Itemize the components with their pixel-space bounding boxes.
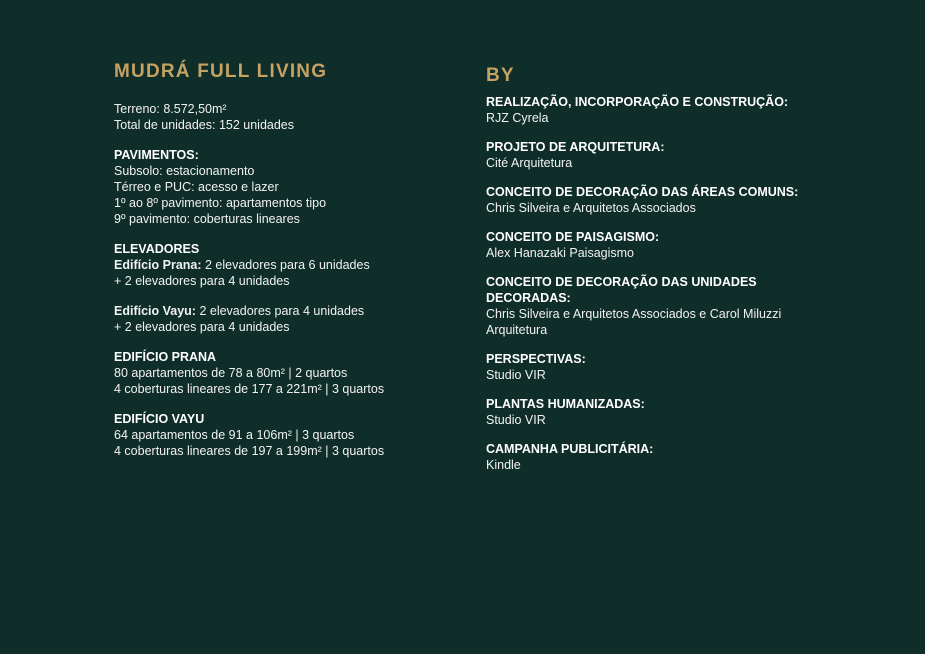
prana-elevators-extra: + 2 elevadores para 4 unidades: [114, 274, 290, 288]
credit-title: CONCEITO DE DECORAÇÃO DAS ÁREAS COMUNS:: [486, 185, 799, 199]
prana-elevators-value: 2 elevadores para 6 unidades: [201, 258, 370, 272]
credit-item: [486, 184, 906, 216]
prana-elevators-label: Edifício Prana:: [114, 258, 202, 272]
prana-line: 4 coberturas lineares de 177 a 221m² | 3 quartos: [114, 382, 385, 396]
credit-title: REALIZAÇÃO, INCORPORAÇÃO E CONSTRUÇÃO:: [486, 95, 789, 109]
floors-title: PAVIMENTOS:: [114, 148, 199, 162]
floor-line: Subsolo: estacionamento: [114, 164, 255, 178]
project-title: MUDRÁ FULL LIVING: [114, 61, 328, 82]
credit-item: [486, 94, 906, 126]
vayu-elevators-value: 2 elevadores para 4 unidades: [195, 304, 365, 318]
credit-title: PERSPECTIVAS:: [486, 352, 586, 366]
credit-value: Studio VIR: [486, 413, 546, 427]
prana-title: EDIFÍCIO PRANA: [114, 350, 217, 364]
vayu-elevators-label: Edifício Vayu:: [114, 304, 196, 318]
credit-value: Kindle: [486, 458, 521, 472]
credit-value: Chris Silveira e Arquitetos Associados e Carol Miluzzi Arquitetura: [486, 307, 782, 337]
credit-value: Cité Arquitetura: [486, 156, 573, 170]
vayu-line: 64 apartamentos de 91 a 106m² | 3 quartos: [114, 428, 355, 442]
credit-title: CONCEITO DE DECORAÇÃO DAS UNIDADES DECORADAS:: [486, 275, 757, 305]
elevators-section: [114, 241, 454, 289]
credit-title: CAMPANHA PUBLICITÁRIA:: [486, 442, 654, 456]
floor-line: 9º pavimento: coberturas lineares: [114, 212, 300, 226]
credit-item: [486, 396, 906, 428]
credit-value: Chris Silveira e Arquitetos Associados: [486, 201, 696, 215]
credit-item: [486, 441, 906, 473]
credit-value: RJZ Cyrela: [486, 111, 549, 125]
credit-item: [486, 274, 816, 338]
vayu-elevators-line: [114, 303, 454, 319]
floors-section: [114, 147, 454, 227]
floor-line: 1º ao 8º pavimento: apartamentos tipo: [114, 196, 327, 210]
credit-item: [486, 229, 906, 261]
credit-value: Studio VIR: [486, 368, 546, 382]
vayu-line: 4 coberturas lineares de 197 a 199m² | 3 quartos: [114, 444, 385, 458]
credits-column: [486, 64, 906, 486]
prana-section: [114, 349, 454, 397]
vayu-elevators-extra: + 2 elevadores para 4 unidades: [114, 320, 290, 334]
vayu-title: EDIFÍCIO VAYU: [114, 412, 205, 426]
credit-item: [486, 139, 906, 171]
credit-title: CONCEITO DE PAISAGISMO:: [486, 230, 660, 244]
prana-elevators-line: [114, 257, 454, 273]
project-info-column: [114, 60, 454, 473]
floor-line: Térreo e PUC: acesso e lazer: [114, 180, 279, 194]
credits-heading: BY: [486, 65, 515, 86]
prana-line: 80 apartamentos de 78 a 80m² | 2 quartos: [114, 366, 348, 380]
land-area: Terreno: 8.572,50m²: [114, 102, 227, 116]
credit-title: PROJETO DE ARQUITETURA:: [486, 140, 665, 154]
vayu-section: [114, 411, 454, 459]
credit-value: Alex Hanazaki Paisagismo: [486, 246, 634, 260]
vayu-elevators-section: [114, 303, 454, 335]
land-info: [114, 101, 454, 133]
credit-title: PLANTAS HUMANIZADAS:: [486, 397, 645, 411]
total-units: Total de unidades: 152 unidades: [114, 118, 295, 132]
credit-item: [486, 351, 906, 383]
elevators-title: ELEVADORES: [114, 242, 200, 256]
